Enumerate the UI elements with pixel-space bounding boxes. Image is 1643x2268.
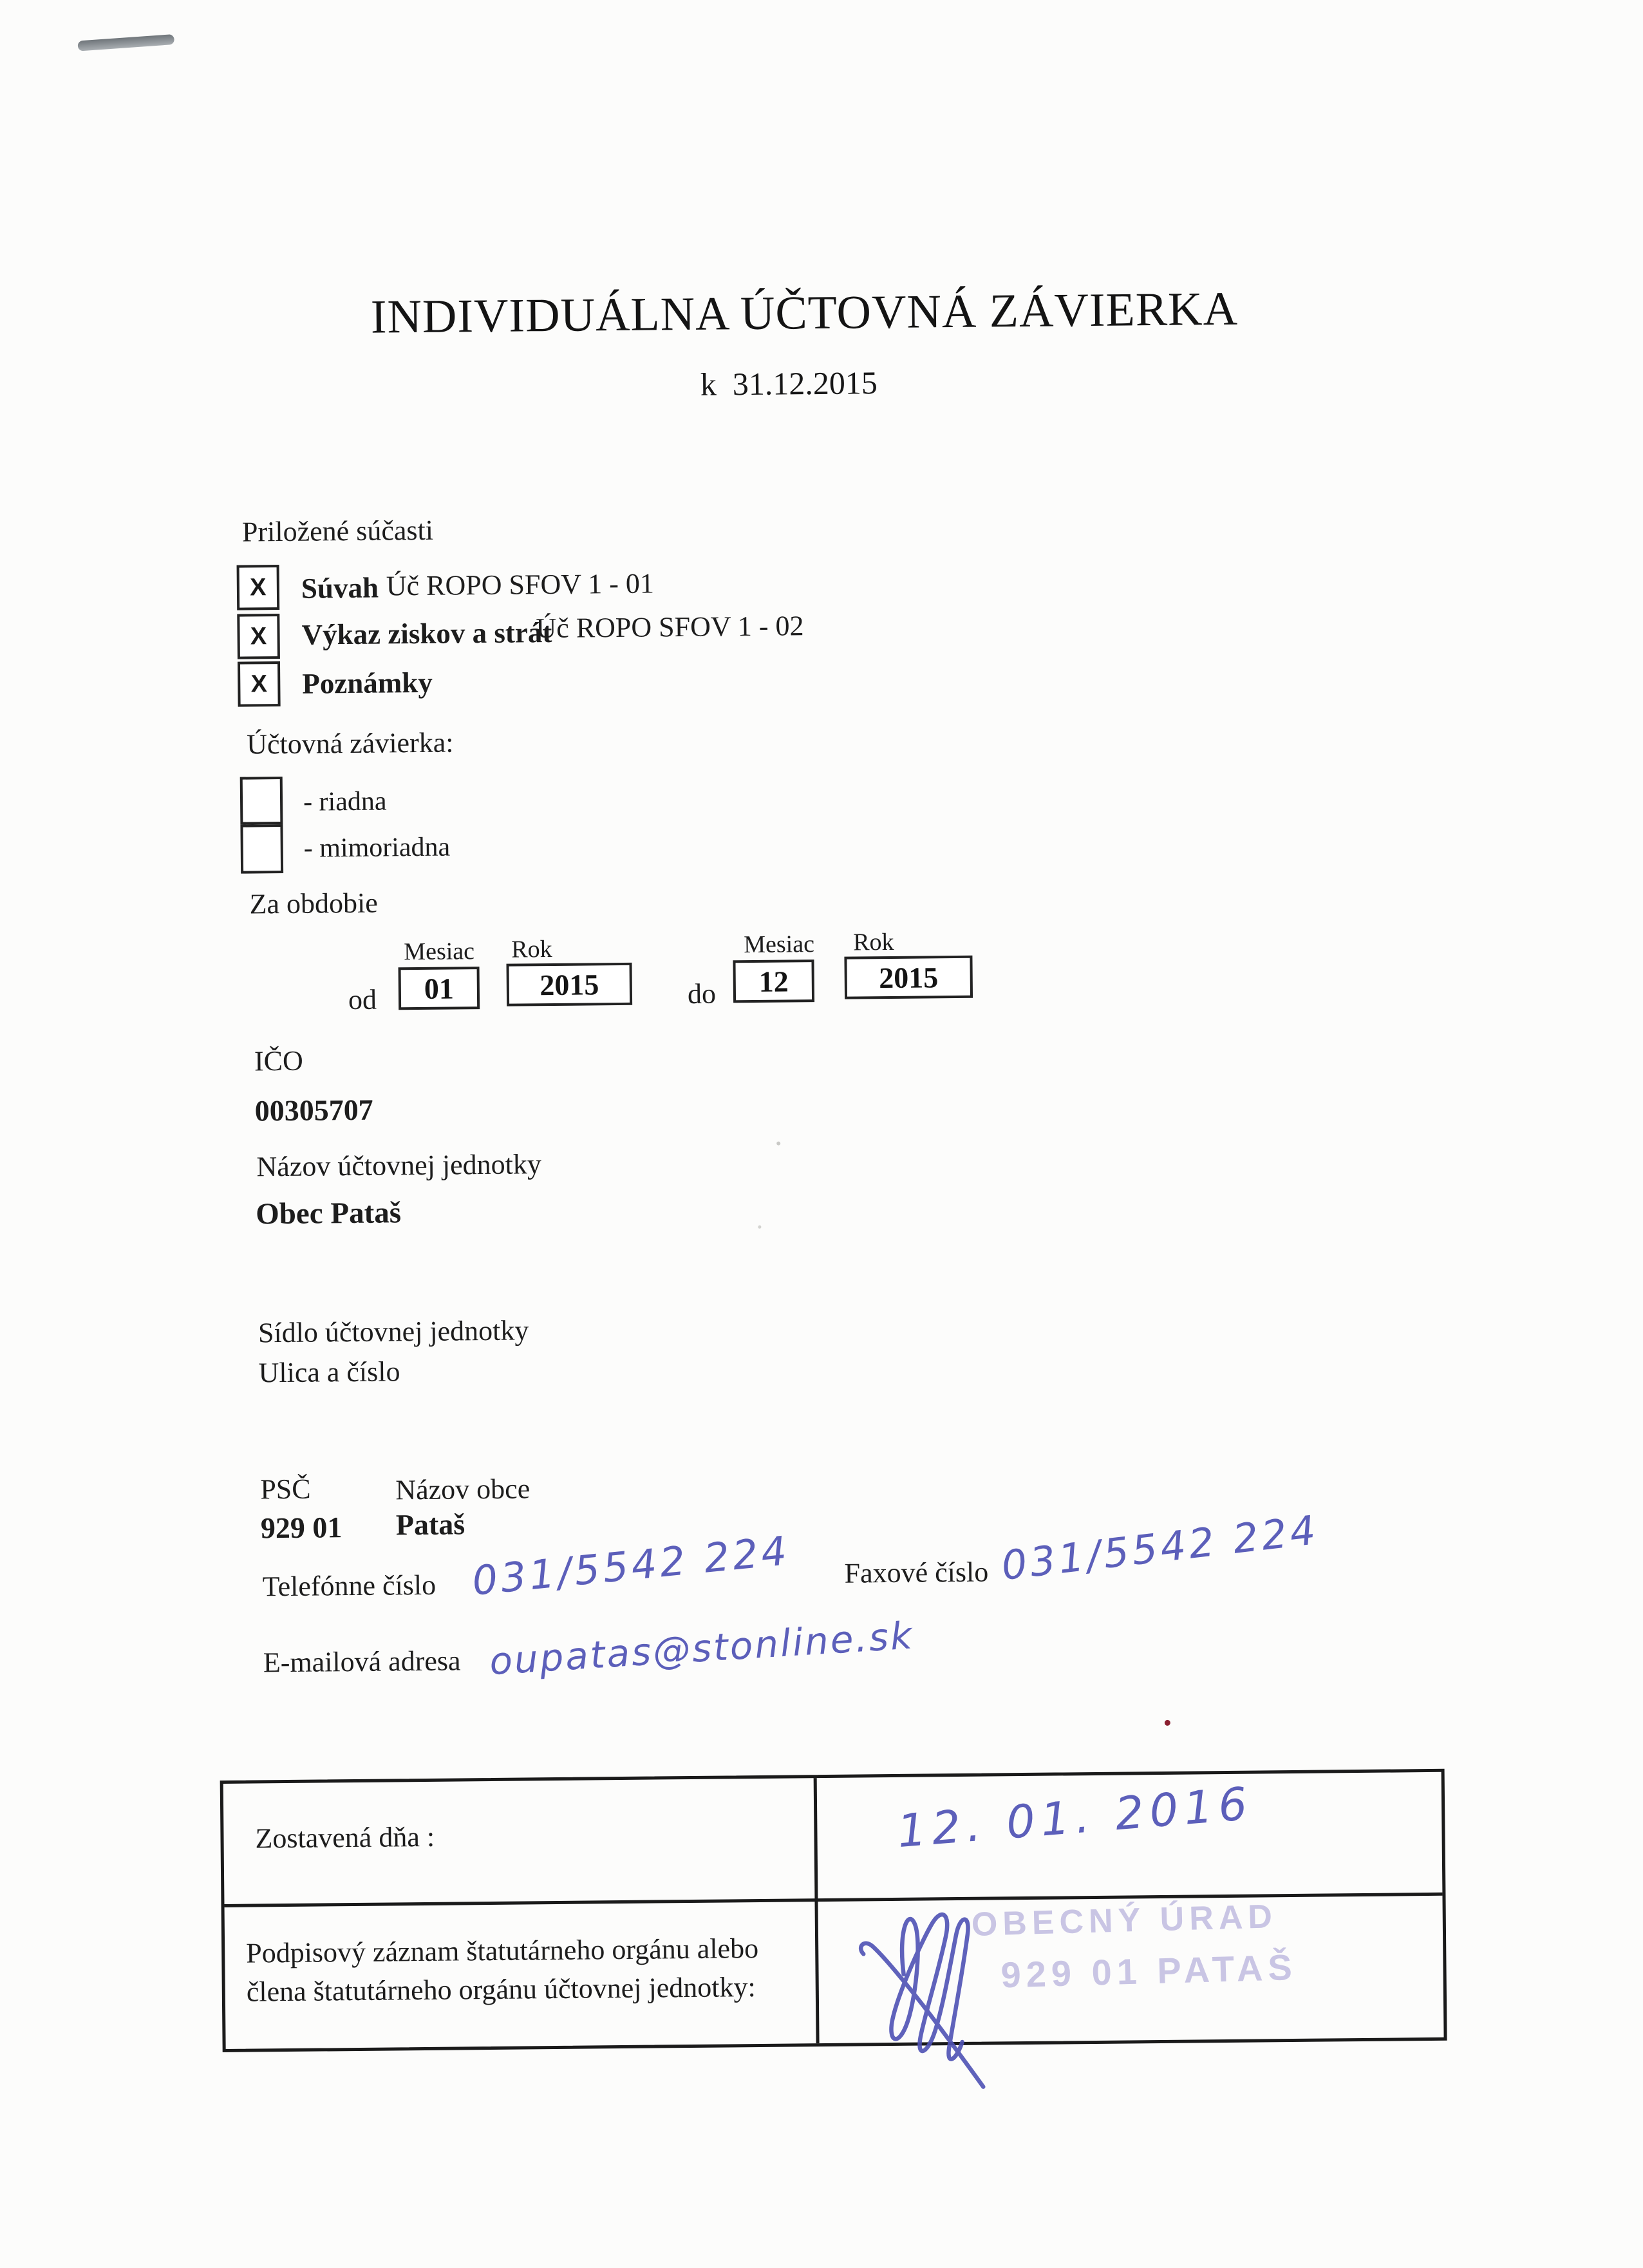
from-month-value: 01 (424, 971, 455, 1005)
scan-artifact-mark (77, 34, 174, 52)
page-title: INDIVIDUÁLNA ÚČTOVNÁ ZÁVIERKA (370, 282, 1239, 344)
checkbox-vykaz-mark: X (250, 622, 267, 650)
ico-value: 00305707 (254, 1093, 373, 1128)
stamp-text-line2: 929 01 PATAŠ (1000, 1946, 1298, 1996)
option-riadna-label: - riadna (303, 786, 387, 817)
seat-heading: Sídlo účtovnej jednotky (258, 1314, 529, 1349)
ico-label: IČO (254, 1044, 303, 1077)
period-to-label: do (687, 978, 717, 1010)
phone-label: Telefónne číslo (262, 1569, 437, 1603)
town-name-label: Názov obce (395, 1473, 530, 1506)
signature-label-line1: Podpisový záznam štatutárneho orgánu alebo (245, 1932, 759, 1969)
to-month-label: Mesiac (744, 931, 815, 959)
footer-table (220, 1769, 1447, 2052)
option-mimoriadna-label: - mimoriadna (303, 832, 451, 864)
from-month-label: Mesiac (404, 938, 475, 966)
fax-label: Faxové číslo (844, 1556, 989, 1589)
scan-speck (758, 1225, 761, 1229)
attachment-poznamky-label: Poznámky (302, 666, 433, 700)
attachment-suvah-code: Úč ROPO SFOV 1 - 01 (386, 567, 655, 602)
checkbox-poznamky (238, 661, 281, 707)
from-month-field (399, 967, 480, 1010)
scan-speck (776, 1142, 780, 1146)
checkbox-suvah-mark: X (249, 573, 267, 601)
from-year-label: Rok (511, 936, 552, 963)
table-column-divider (814, 1778, 820, 2043)
email-label: E-mailová adresa (263, 1645, 461, 1679)
to-month-field (733, 959, 814, 1003)
signature-label (246, 1929, 759, 2012)
to-year-field (844, 956, 973, 999)
checkbox-vykaz (237, 614, 280, 659)
street-label: Ulica a číslo (258, 1356, 400, 1389)
checkbox-riadna (240, 777, 283, 825)
checkbox-poznamky-mark: X (250, 670, 268, 697)
attachment-vykaz-label: Výkaz ziskov a strát (301, 616, 552, 651)
psc-value: 929 01 (260, 1511, 343, 1545)
entity-name-label: Názov účtovnej jednotky (256, 1148, 542, 1183)
closing-type-heading: Účtovná závierka: (246, 726, 454, 761)
checkbox-suvah (237, 565, 280, 610)
town-name-value: Pataš (395, 1507, 465, 1542)
entity-name-value: Obec Pataš (255, 1196, 402, 1231)
compiled-date-handwritten: 12. 01. 2016 (895, 1777, 1255, 1858)
psc-label: PSČ (260, 1473, 311, 1506)
from-year-field (506, 963, 632, 1006)
period-heading: Za obdobie (249, 887, 378, 920)
compiled-date-label: Zostavená dňa : (255, 1820, 435, 1855)
attachment-vykaz-code: Úč ROPO SFOV 1 - 02 (536, 610, 804, 645)
to-year-label: Rok (853, 928, 894, 956)
checkbox-mimoriadna (240, 824, 283, 874)
to-month-value: 12 (758, 964, 789, 998)
attachment-suvah-label: Súvah (301, 571, 379, 605)
email-handwritten-value: oupatas@stonline.sk (488, 1613, 915, 1684)
from-year-value: 2015 (540, 967, 599, 1001)
fax-handwritten-value: 031/5542 224 (999, 1506, 1321, 1589)
stamp-text-line1: OBECNÝ ÚRAD (971, 1898, 1278, 1943)
signature-scribble (841, 1896, 1029, 2097)
period-from-label: od (348, 983, 377, 1016)
to-year-value: 2015 (878, 960, 939, 994)
as-of-date: k 31.12.2015 (700, 364, 878, 402)
phone-handwritten-value: 031/5542 224 (470, 1527, 792, 1605)
signature-label-line2: člena štatutárneho orgánu účtovnej jednotky: (246, 1971, 756, 2008)
ink-dot (1165, 1720, 1170, 1726)
attachments-heading: Priložené súčasti (241, 514, 434, 548)
